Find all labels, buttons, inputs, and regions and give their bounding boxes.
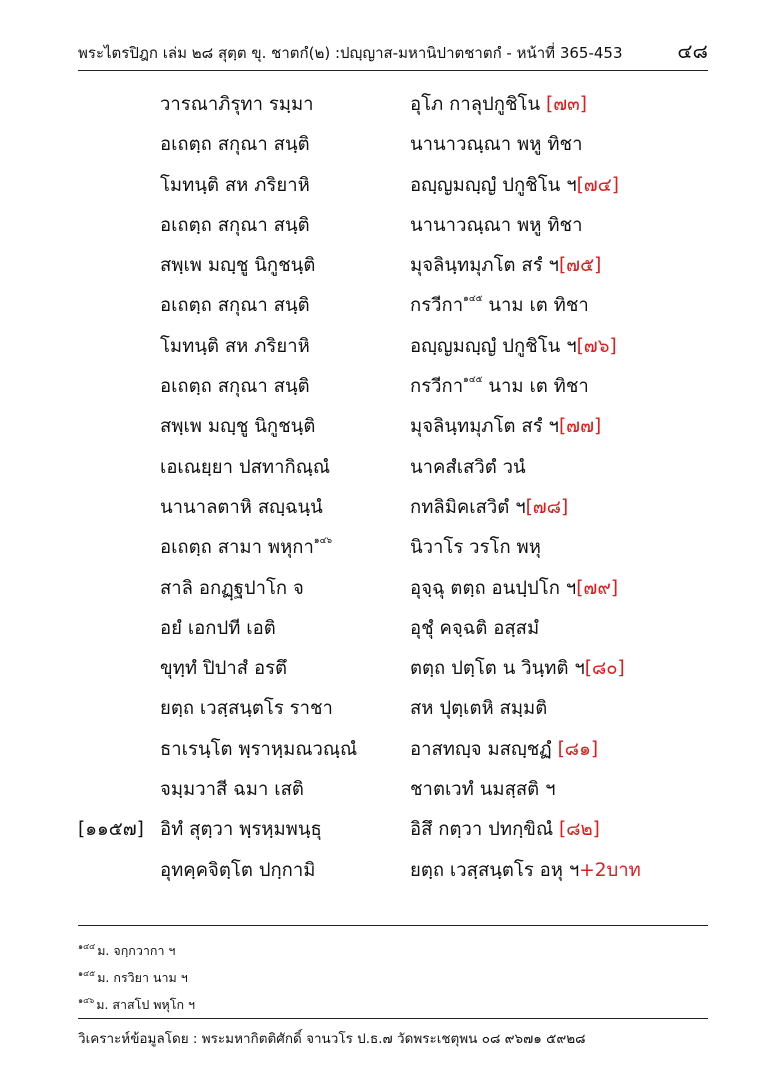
verse-left-text: ยตฺถ เวสฺสนฺตโร ราชา <box>160 698 333 720</box>
verse-right-text: นานาวณฺณา พหู ทิชา <box>410 214 583 236</box>
verse-marker: [๗๕] <box>558 255 602 277</box>
verse-left-text: นานาลตาหิ สญฺฉนฺนํ <box>160 496 323 518</box>
verse-right-half <box>410 574 618 603</box>
verse-row <box>0 245 770 285</box>
verse-right-text: มุจลินฺทมุภโต สรํ ฯ <box>410 255 559 277</box>
verse-right-text: สห ปุตฺเตหิ สมฺมติ <box>410 698 548 720</box>
verse-number: [๑๑๕๗] <box>78 819 144 841</box>
verse-left-half <box>160 453 330 482</box>
verse-left-text: อเถตฺถ สกุณา สนฺติ <box>160 214 310 236</box>
verse-marker: [๗๔] <box>576 174 619 196</box>
verse-right-text-cont: นาม เต ทิชา <box>482 295 589 317</box>
verse-right-half <box>410 211 582 240</box>
footnote-text: ม. สาสโป พหุโก ฯ <box>96 997 196 1012</box>
verse-left-half <box>160 251 315 280</box>
verse-right-half <box>410 815 600 844</box>
verse-left-text: อุทคฺคจิตฺโต ปกฺกามิ <box>160 859 316 881</box>
verse-left-half <box>160 372 310 401</box>
verse-row <box>0 769 770 809</box>
verse-left-text: โมทนฺติ สห ภริยาหิ <box>160 174 310 196</box>
verse-list <box>0 84 770 890</box>
verse-marker: [๗๗] <box>558 416 602 438</box>
footnote-ref: ๑๔๕ <box>463 294 483 305</box>
verse-row <box>0 84 770 124</box>
footnote-divider <box>78 925 708 926</box>
page-header <box>78 40 708 71</box>
verse-right-text: กรวีกา <box>410 376 464 398</box>
verse-row <box>0 729 770 769</box>
verse-left-half <box>160 735 357 764</box>
verse-row <box>0 809 770 849</box>
verse-right-text: นาคสํเสวิตํ วนํ <box>410 456 526 478</box>
verse-right-half <box>410 90 587 119</box>
verse-left-half <box>160 412 315 441</box>
verse-right-text: กทลิมิคเสวิตํ ฯ <box>410 496 526 518</box>
verse-row <box>0 205 770 245</box>
verse-marker: [๗๓] <box>546 94 588 115</box>
verse-right-half <box>410 694 547 723</box>
verse-right-half <box>410 735 598 764</box>
footnote <box>78 940 195 967</box>
verse-right-half <box>410 372 589 401</box>
verse-row <box>0 326 770 366</box>
verse-marker: [๗๘] <box>525 496 569 518</box>
footnote-text: ม. จกฺกวากา ฯ <box>97 943 176 958</box>
footnote-text: ม. กรวิยา นาม ฯ <box>97 970 188 985</box>
verse-left-text: ขุทฺทํ ปิปาสํ อรตึ <box>160 658 288 680</box>
verse-row <box>0 527 770 567</box>
verse-left-text: สพฺเพ มญฺชู นิกูชนฺติ <box>160 255 316 277</box>
verse-row <box>0 366 770 406</box>
verse-left-half <box>160 171 310 200</box>
verse-left-text: อเถตฺถ สกุณา สนฺติ <box>160 295 310 317</box>
verse-right-text: นิวาโร วรโก พหุ <box>410 537 541 559</box>
verse-left-half <box>160 856 315 885</box>
verse-right-half <box>410 493 568 522</box>
verse-right-text: อิสึ กตฺวา ปทกฺขิณํ <box>410 819 554 841</box>
verse-marker: +2บาท <box>579 859 641 881</box>
verse-right-text-cont: นาม เต ทิชา <box>482 376 589 398</box>
verse-row <box>0 608 770 648</box>
book-title: พระไตรปิฎก เล่ม ๒๘ สุตฺต ขุ. ชาตกํ(๒) :ปญฺญาส-มหานิปาตชาตกํ - หน้าที่ 365-453 <box>78 44 623 62</box>
verse-left-half <box>160 614 276 643</box>
footnote <box>78 967 195 994</box>
verse-left-text: สพฺเพ มญฺชู นิกูชนฺติ <box>160 416 316 438</box>
verse-right-text: ชาตเวทํ นมสฺสติ ฯ <box>410 779 556 801</box>
verse-row <box>0 124 770 164</box>
verse-left-text: อเถตฺถ สกุณา สนฺติ <box>160 134 310 156</box>
footnote-mark: ๑๔๖ <box>78 996 95 1005</box>
verse-right-text: กรวีกา <box>410 295 464 317</box>
verse-right-half <box>410 856 641 885</box>
verse-right-text: อญฺญมญฺญํ ปกูชิโน ฯ <box>410 174 577 196</box>
verse-right-text: อุชุํ คจฺฉติ อสฺสมํ <box>410 617 540 639</box>
verse-left-half <box>160 574 304 603</box>
footnote-ref: ๑๔๕ <box>463 375 483 386</box>
verse-marker: [๘๑] <box>557 738 599 760</box>
verse-left-text: สาลิ อกฏฺฐปาโก จ <box>160 577 304 599</box>
verse-left-half <box>160 815 322 844</box>
verse-left-text: เอเณยฺยา ปสทากิณฺณํ <box>160 456 331 478</box>
verse-left-text: โมทนฺติ สห ภริยาหิ <box>160 335 310 357</box>
verse-right-half <box>410 332 617 361</box>
verse-right-text: อาสทญฺจ มสญฺชฏํ <box>410 738 552 760</box>
verse-row <box>0 165 770 205</box>
footnote-mark: ๑๔๔ <box>78 942 96 951</box>
verse-row <box>0 285 770 325</box>
verse-row <box>0 447 770 487</box>
footnote <box>78 994 195 1021</box>
verse-left-half <box>160 211 310 240</box>
verse-left-half <box>160 90 314 119</box>
verse-right-text: มุจลินฺทมุภโต สรํ ฯ <box>410 416 559 438</box>
verse-left-half <box>160 694 333 723</box>
verse-left-half <box>160 130 310 159</box>
verse-marker: [๗๙] <box>576 577 619 599</box>
verse-right-half <box>410 533 541 562</box>
verse-right-text: ตตฺถ ปตฺโต น วินฺทติ ฯ <box>410 658 585 680</box>
verse-right-text: อุโภ กาลุปกูชิโน <box>410 94 541 115</box>
verse-left-half <box>160 775 304 804</box>
page-number: ๔๘ <box>677 39 708 63</box>
verse-right-half <box>410 654 625 683</box>
verse-left-text: อิทํ สุตฺวา พฺรหฺมพนฺธุ <box>160 819 322 841</box>
verse-right-half <box>410 171 619 200</box>
verse-row <box>0 487 770 527</box>
verse-row <box>0 406 770 446</box>
verse-left-text: อยํ เอกปที เอติ <box>160 617 276 639</box>
verse-left-text: อเถตฺถ สามา พหุกา <box>160 537 314 559</box>
verse-right-half <box>410 775 555 804</box>
footnote-mark: ๑๔๕ <box>78 969 96 978</box>
verse-left-text: วารณาภิรุทา รมฺมา <box>160 94 314 115</box>
verse-right-half <box>410 412 601 441</box>
verse-right-text: อญฺญมญฺญํ ปกูชิโน ฯ <box>410 335 577 357</box>
verse-marker: [๗๖] <box>576 335 617 357</box>
verse-right-half <box>410 453 526 482</box>
verse-left-half <box>160 291 310 320</box>
footnote-ref: ๑๔๖ <box>313 536 333 547</box>
verse-marker: [๘๒] <box>559 819 600 841</box>
verse-left-half <box>160 493 323 522</box>
verse-left-text: จมฺมวาสี ฉมา เสติ <box>160 779 304 801</box>
verse-right-text: นานาวณฺณา พหู ทิชา <box>410 134 583 156</box>
verse-left-half <box>160 533 332 562</box>
verse-right-text: ยตฺถ เวสฺสนฺตโร อหุ ฯ <box>410 859 580 881</box>
verse-row <box>0 568 770 608</box>
verse-row <box>0 688 770 728</box>
verse-right-half <box>410 291 589 320</box>
verse-right-text: อุจฺฉุ ตตฺถ อนปฺปโก ฯ <box>410 577 577 599</box>
verse-marker: [๘๐] <box>584 658 625 680</box>
verse-left-half <box>160 332 310 361</box>
verse-right-half <box>410 614 539 643</box>
verse-row <box>0 850 770 890</box>
verse-left-text: อเถตฺถ สกุณา สนฺติ <box>160 376 310 398</box>
footnote-list <box>78 940 195 1021</box>
verse-row <box>0 648 770 688</box>
verse-left-text: ธาเรนฺโต พฺราหฺมณวณฺณํ <box>160 738 358 760</box>
verse-right-half <box>410 130 582 159</box>
verse-right-half <box>410 251 601 280</box>
footer-credit: วิเคราะห์ข้อมูลโดย : พระมหากิตติศักดิ์ จานวโร ป.ธ.๗ วัดพระเชตุพน ๐๘ ๙๖๗๑ ๕๙๒๘ <box>78 1031 586 1047</box>
page-footer <box>78 1018 708 1049</box>
verse-left-half <box>160 654 287 683</box>
